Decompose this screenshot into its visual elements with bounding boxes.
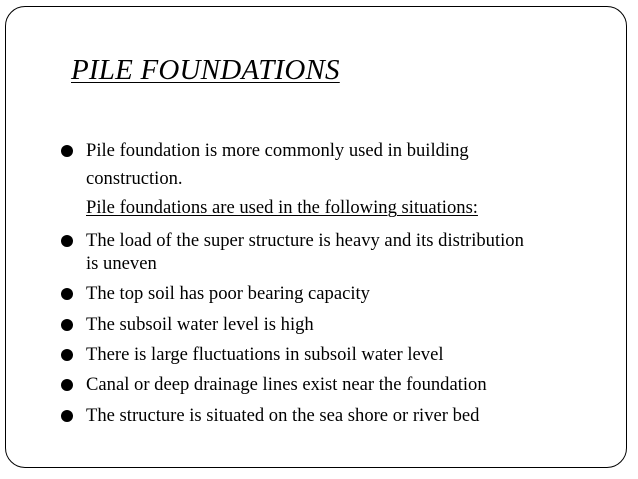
situation-item-1-line2: is uneven bbox=[86, 253, 157, 274]
bullet-icon bbox=[61, 145, 73, 157]
situation-item-5: Canal or deep drainage lines exist near the foundation bbox=[86, 374, 487, 395]
situation-item-2: The top soil has poor bearing capacity bbox=[86, 283, 370, 304]
bullet-icon bbox=[61, 379, 73, 391]
situation-item-3: The subsoil water level is high bbox=[86, 314, 314, 335]
situation-item-6: The structure is situated on the sea shore or river bed bbox=[86, 405, 480, 426]
bullet-icon bbox=[61, 288, 73, 300]
bullet-icon bbox=[61, 410, 73, 422]
bullet-icon bbox=[61, 349, 73, 361]
intro-text-line1: Pile foundation is more commonly used in building bbox=[86, 140, 469, 161]
bullet-icon bbox=[61, 319, 73, 331]
situations-subheading: Pile foundations are used in the following situations: bbox=[86, 197, 478, 218]
slide-title: PILE FOUNDATIONS bbox=[71, 54, 340, 86]
situation-item-1-line1: The load of the super structure is heavy and its distribution bbox=[86, 230, 524, 251]
situation-item-4: There is large fluctuations in subsoil water level bbox=[86, 344, 444, 365]
intro-text-line2: construction. bbox=[86, 168, 183, 189]
bullet-icon bbox=[61, 235, 73, 247]
